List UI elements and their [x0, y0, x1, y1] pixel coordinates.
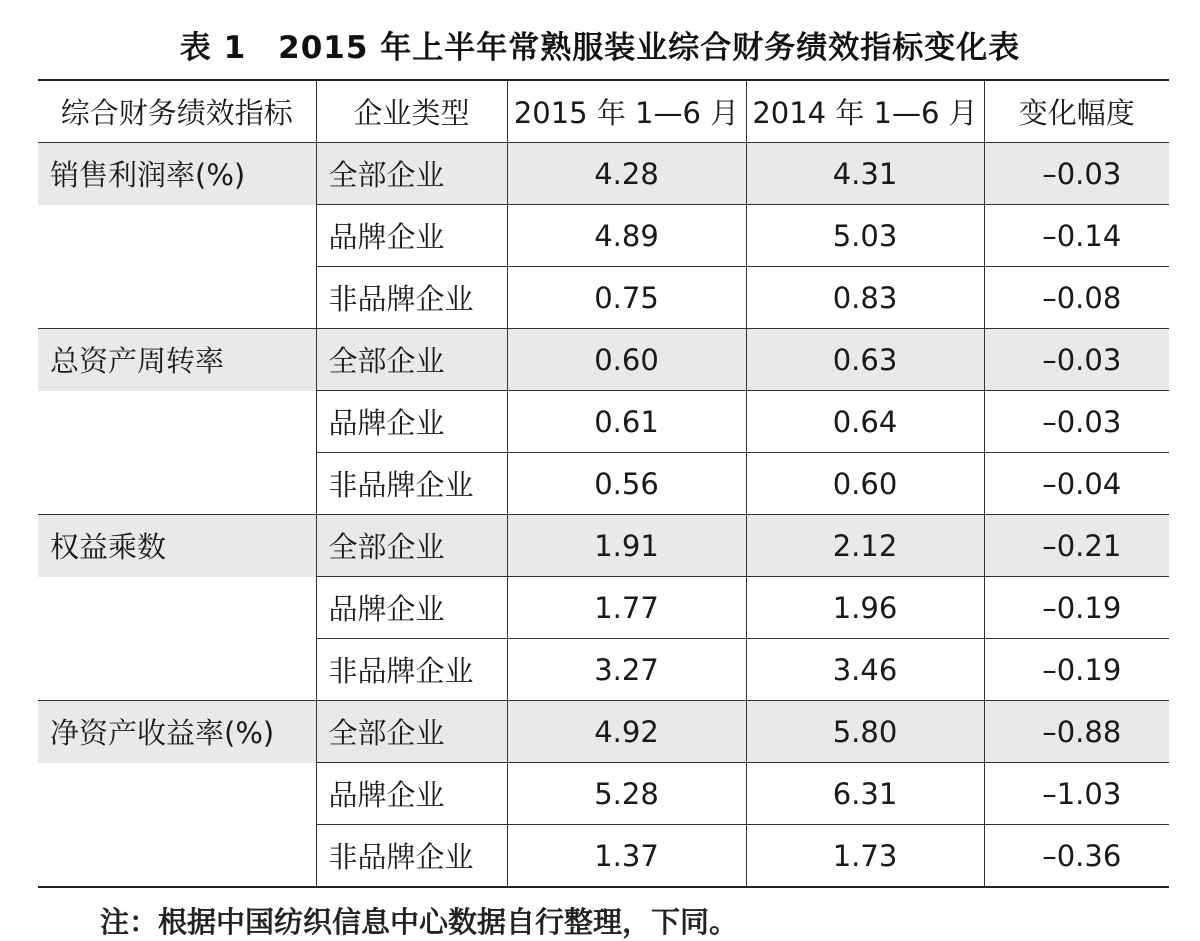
value-2014-cell: 5.03 [746, 205, 984, 267]
change-cell: –0.36 [984, 825, 1169, 888]
value-2014-cell: 0.83 [746, 267, 984, 329]
enterprise-type-cell: 非品牌企业 [316, 639, 507, 701]
change-cell: –0.19 [984, 639, 1169, 701]
table-row [38, 267, 1169, 329]
enterprise-type-cell: 非品牌企业 [316, 267, 507, 329]
table-row [38, 205, 1169, 267]
indicator-cell-empty [38, 763, 316, 825]
value-2014-cell: 6.31 [746, 763, 984, 825]
change-cell: –1.03 [984, 763, 1169, 825]
enterprise-type-cell: 全部企业 [316, 701, 507, 763]
performance-table [38, 79, 1169, 888]
value-2015-cell: 0.60 [507, 329, 746, 391]
header-change: 变化幅度 [984, 80, 1169, 143]
change-cell: –0.03 [984, 143, 1169, 205]
indicator-cell: 净资产收益率(%) [38, 701, 316, 763]
change-cell: –0.03 [984, 329, 1169, 391]
table-row [38, 515, 1169, 577]
value-2014-cell: 3.46 [746, 639, 984, 701]
table-row [38, 825, 1169, 888]
enterprise-type-cell: 非品牌企业 [316, 825, 507, 888]
value-2014-cell: 0.60 [746, 453, 984, 515]
value-2015-cell: 0.75 [507, 267, 746, 329]
value-2015-cell: 1.77 [507, 577, 746, 639]
indicator-cell-empty [38, 577, 316, 639]
value-2014-cell: 5.80 [746, 701, 984, 763]
change-cell: –0.03 [984, 391, 1169, 453]
change-cell: –0.21 [984, 515, 1169, 577]
table-row [38, 639, 1169, 701]
change-cell: –0.88 [984, 701, 1169, 763]
value-2014-cell: 1.96 [746, 577, 984, 639]
enterprise-type-cell: 全部企业 [316, 329, 507, 391]
header-2014-h1: 2014 年 1—6 月 [746, 80, 984, 143]
enterprise-type-cell: 全部企业 [316, 515, 507, 577]
table-row [38, 329, 1169, 391]
enterprise-type-cell: 品牌企业 [316, 205, 507, 267]
table-row [38, 143, 1169, 205]
value-2014-cell: 0.64 [746, 391, 984, 453]
indicator-cell-empty [38, 825, 316, 888]
value-2015-cell: 4.92 [507, 701, 746, 763]
indicator-cell: 销售利润率(%) [38, 143, 316, 205]
value-2014-cell: 2.12 [746, 515, 984, 577]
header-indicator: 综合财务绩效指标 [38, 80, 316, 143]
enterprise-type-cell: 品牌企业 [316, 391, 507, 453]
value-2015-cell: 0.61 [507, 391, 746, 453]
value-2014-cell: 0.63 [746, 329, 984, 391]
change-cell: –0.14 [984, 205, 1169, 267]
table-title: 表 1 2015 年上半年常熟服装业综合财务绩效指标变化表 [179, 30, 1021, 66]
enterprise-type-cell: 品牌企业 [316, 763, 507, 825]
indicator-cell-empty [38, 391, 316, 453]
value-2015-cell: 5.28 [507, 763, 746, 825]
value-2015-cell: 4.28 [507, 143, 746, 205]
header-enterprise-type: 企业类型 [316, 80, 507, 143]
change-cell: –0.04 [984, 453, 1169, 515]
value-2014-cell: 1.73 [746, 825, 984, 888]
indicator-cell-empty [38, 453, 316, 515]
value-2015-cell: 4.89 [507, 205, 746, 267]
table-row [38, 701, 1169, 763]
value-2015-cell: 3.27 [507, 639, 746, 701]
value-2015-cell: 1.91 [507, 515, 746, 577]
indicator-cell-empty [38, 205, 316, 267]
table-row [38, 577, 1169, 639]
header-2015-h1: 2015 年 1—6 月 [507, 80, 746, 143]
indicator-cell: 权益乘数 [38, 515, 316, 577]
indicator-cell: 总资产周转率 [38, 329, 316, 391]
value-2015-cell: 0.56 [507, 453, 746, 515]
table-row [38, 763, 1169, 825]
table-row [38, 391, 1169, 453]
table-row [38, 453, 1169, 515]
enterprise-type-cell: 全部企业 [316, 143, 507, 205]
indicator-cell-empty [38, 639, 316, 701]
change-cell: –0.19 [984, 577, 1169, 639]
table-footnote: 注：根据中国纺织信息中心数据自行整理，下同。 [100, 905, 739, 939]
header-row [38, 80, 1169, 143]
enterprise-type-cell: 品牌企业 [316, 577, 507, 639]
indicator-cell-empty [38, 267, 316, 329]
change-cell: –0.08 [984, 267, 1169, 329]
enterprise-type-cell: 非品牌企业 [316, 453, 507, 515]
value-2014-cell: 4.31 [746, 143, 984, 205]
value-2015-cell: 1.37 [507, 825, 746, 888]
